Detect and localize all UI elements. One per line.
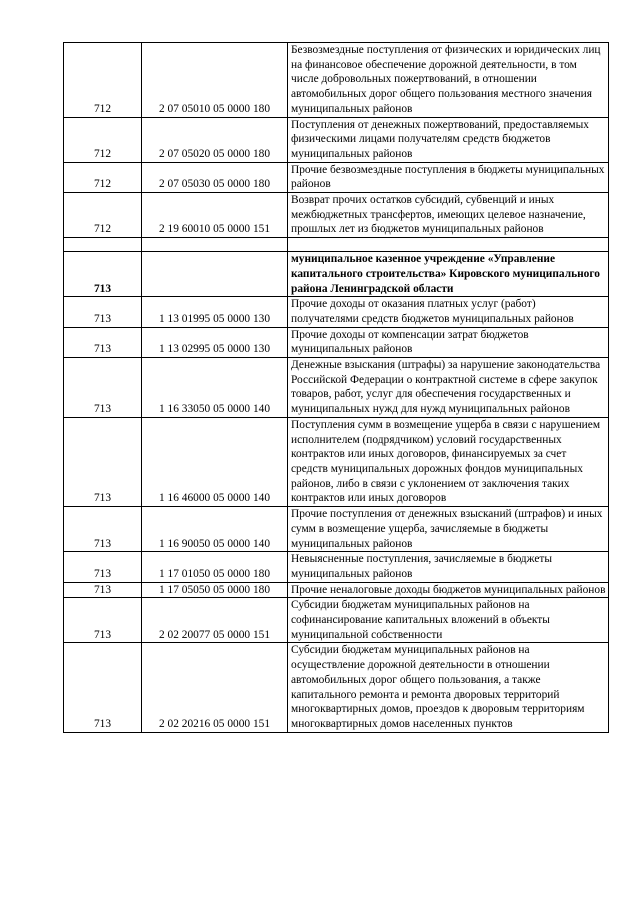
table-row: [64, 507, 609, 552]
revenue-code-cell: 2 19 60010 05 0000 151: [142, 193, 288, 238]
admin-code-cell: 713: [64, 598, 142, 643]
admin-code-cell: 713: [64, 297, 142, 327]
revenue-name-cell: Прочие безвозмездные поступления в бюджеты муниципальных районов: [288, 162, 609, 192]
admin-code-cell: 713: [64, 507, 142, 552]
revenue-name-cell: Прочие неналоговые доходы бюджетов муниципальных районов: [288, 582, 609, 598]
admin-code-cell: 712: [64, 193, 142, 238]
revenue-name-cell: Денежные взыскания (штрафы) за нарушение законодательства Российской Федерации о контрактной системе в сфере закупок товаров, работ, услуг для обеспечения государственных и муниципальных нужд для нужд муниципальных районов: [288, 358, 609, 418]
revenue-code-cell: 1 17 05050 05 0000 180: [142, 582, 288, 598]
admin-code-cell: 713: [64, 358, 142, 418]
admin-code-cell: 713: [64, 582, 142, 598]
table-row: [64, 43, 609, 118]
revenue-code-cell: [142, 238, 288, 252]
revenue-code-cell: 2 07 05010 05 0000 180: [142, 43, 288, 118]
revenue-code-cell: 2 07 05030 05 0000 180: [142, 162, 288, 192]
revenue-code-cell: 1 16 33050 05 0000 140: [142, 358, 288, 418]
revenue-name-cell: Безвозмездные поступления от физических и юридических лиц на финансовое обеспечение дорожной деятельности, в том числе добровольных пожертвований, в отношении автомобильных дорог общего пользования местного значения муниципальных районов: [288, 43, 609, 118]
revenue-name-cell: Прочие поступления от денежных взысканий (штрафов) и иных сумм в возмещение ущерба, зачисляемые в бюджеты муниципальных районов: [288, 507, 609, 552]
group-header-row: [64, 252, 609, 297]
revenue-name-cell: [288, 238, 609, 252]
revenue-code-cell: 1 16 90050 05 0000 140: [142, 507, 288, 552]
admin-code-cell: 713: [64, 643, 142, 732]
admin-code-cell: 713: [64, 417, 142, 506]
table-row: [64, 643, 609, 732]
table-row: [64, 582, 609, 598]
revenue-code-cell: 1 16 46000 05 0000 140: [142, 417, 288, 506]
admin-code-cell: 713: [64, 327, 142, 357]
revenue-codes-table: [63, 42, 609, 733]
spacer-row: [64, 238, 609, 252]
revenue-name-cell: Прочие доходы от компенсации затрат бюджетов муниципальных районов: [288, 327, 609, 357]
table-body: [64, 43, 609, 733]
admin-code-cell: 713: [64, 252, 142, 297]
revenue-name-cell: Невыясненные поступления, зачисляемые в бюджеты муниципальных районов: [288, 552, 609, 582]
table-row: [64, 358, 609, 418]
table-row: [64, 193, 609, 238]
revenue-code-cell: 2 02 20077 05 0000 151: [142, 598, 288, 643]
revenue-code-cell: 1 17 01050 05 0000 180: [142, 552, 288, 582]
revenue-name-cell: Поступления от денежных пожертвований, предоставляемых физическими лицами получателям средств бюджетов муниципальных районов: [288, 117, 609, 162]
revenue-name-cell: муниципальное казенное учреждение «Управление капитального строительства» Кировского муниципального района Ленинградской области: [288, 252, 609, 297]
admin-code-cell: 713: [64, 552, 142, 582]
table-row: [64, 327, 609, 357]
admin-code-cell: 712: [64, 43, 142, 118]
revenue-name-cell: Субсидии бюджетам муниципальных районов на софинансирование капитальных вложений в объекты муниципальной собственности: [288, 598, 609, 643]
admin-code-cell: 712: [64, 117, 142, 162]
revenue-code-cell: 2 07 05020 05 0000 180: [142, 117, 288, 162]
admin-code-cell: 712: [64, 162, 142, 192]
table-row: [64, 552, 609, 582]
table-row: [64, 417, 609, 506]
revenue-name-cell: Субсидии бюджетам муниципальных районов на осуществление дорожной деятельности в отношении автомобильных дорог общего пользования, а также капитального ремонта и ремонта дворовых территорий многоквартирных домов, проездов к дворовым территориям многоквартирных домов населенных пунктов: [288, 643, 609, 732]
admin-code-cell: [64, 238, 142, 252]
table-row: [64, 598, 609, 643]
table-row: [64, 297, 609, 327]
revenue-code-cell: 1 13 02995 05 0000 130: [142, 327, 288, 357]
revenue-code-cell: [142, 252, 288, 297]
revenue-code-cell: 1 13 01995 05 0000 130: [142, 297, 288, 327]
table-row: [64, 162, 609, 192]
table-row: [64, 117, 609, 162]
revenue-name-cell: Прочие доходы от оказания платных услуг (работ) получателями средств бюджетов муниципальных районов: [288, 297, 609, 327]
revenue-name-cell: Поступления сумм в возмещение ущерба в связи с нарушением исполнителем (подрядчиком) условий государственных контрактов или иных договоров, финансируемых за счет средств муниципальных дорожных фондов муниципальных районов, либо в связи с уклонением от заключения таких контрактов или иных договоров: [288, 417, 609, 506]
revenue-code-cell: 2 02 20216 05 0000 151: [142, 643, 288, 732]
revenue-name-cell: Возврат прочих остатков субсидий, субвенций и иных межбюджетных трансфертов, имеющих целевое назначение, прошлых лет из бюджетов муниципальных районов: [288, 193, 609, 238]
